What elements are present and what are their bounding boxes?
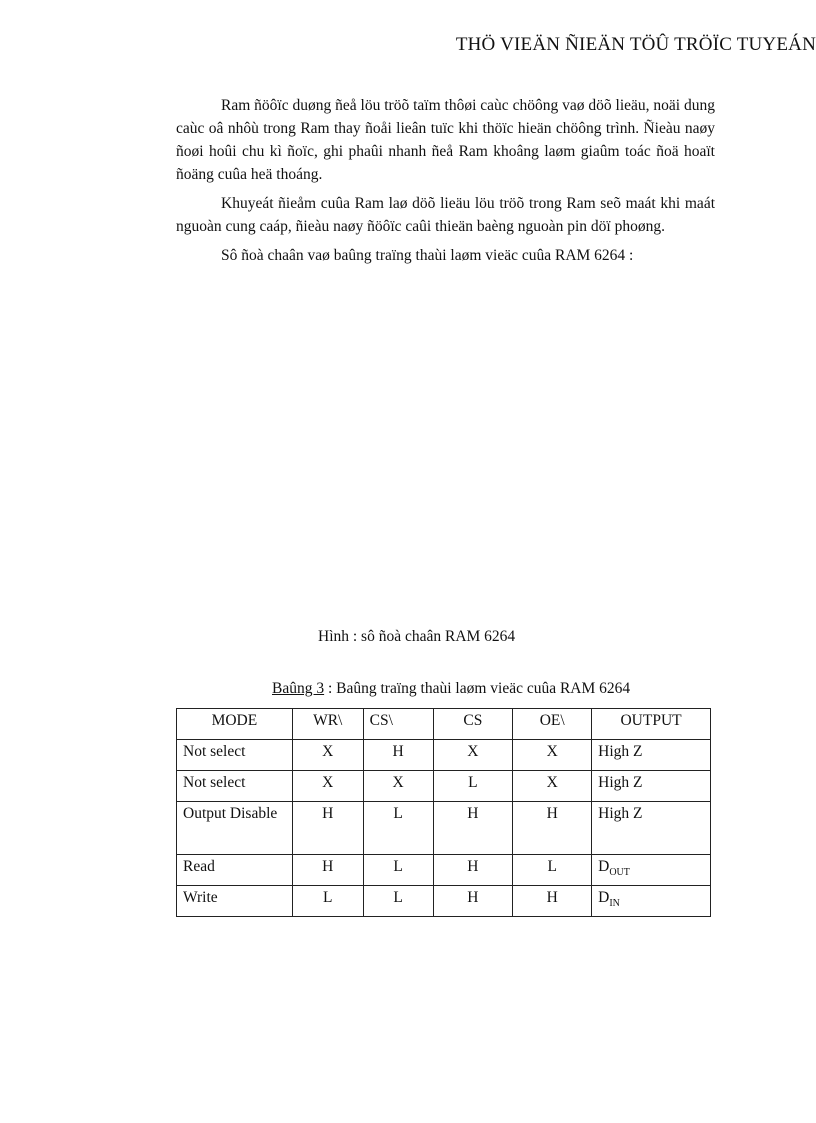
table-cell: L (363, 855, 433, 886)
table-cell: X (292, 740, 363, 771)
table-cell: Read (177, 855, 293, 886)
table-cell: L (433, 771, 513, 802)
table-cell: High Z (592, 771, 711, 802)
table-cell (592, 855, 711, 886)
output-symbol: D (598, 889, 610, 906)
table-cell: Not select (177, 771, 293, 802)
output-symbol: D (598, 858, 610, 875)
page-header: THÖ VIEÄN ÑIEÄN TÖÛ TRÖÏC TUYEÁN (455, 34, 816, 55)
table-row (177, 771, 711, 802)
table-cell: H (292, 855, 363, 886)
table-cell: H (433, 886, 513, 917)
table-header-row (177, 709, 711, 740)
table-cell: L (292, 886, 363, 917)
table-row (177, 886, 711, 917)
header-cell: CS\ (363, 709, 433, 740)
header-cell: MODE (177, 709, 293, 740)
ram-state-table (176, 708, 711, 917)
figure-caption-text: Hình : sô ñoà chaân RAM 6264 (318, 628, 516, 645)
paragraph: Sô ñoà chaân vaø baûng traïng thaùi laøm vieäc cuûa RAM 6264 : (221, 247, 634, 264)
table-cell: H (513, 802, 592, 855)
paragraph: Khuyeát ñieåm cuûa Ram laø döõ lieäu löu tröõ trong Ram seõ maát khi maát nguoàn cung caáp, ñieàu naøy ñöôïc caûi thieän baèng nguoàn pin döï phoøng. (176, 195, 715, 235)
table-cell: L (363, 802, 433, 855)
output-subscript: OUT (609, 867, 630, 879)
table-cell: L (513, 855, 592, 886)
table-cell: High Z (592, 740, 711, 771)
table-row (177, 802, 711, 855)
table-cell: H (513, 886, 592, 917)
output-subscript: IN (609, 898, 620, 910)
table-cell: H (363, 740, 433, 771)
header-cell: WR\ (292, 709, 363, 740)
table-cell: Not select (177, 740, 293, 771)
header-cell: CS (433, 709, 513, 740)
table-cell: H (433, 855, 513, 886)
table-cell: L (363, 886, 433, 917)
table-row (177, 740, 711, 771)
table-cell: X (513, 771, 592, 802)
table-cell: High Z (592, 802, 711, 855)
table-cell: Write (177, 886, 293, 917)
table-cell: X (433, 740, 513, 771)
table-cell: X (513, 740, 592, 771)
body-text (176, 94, 715, 273)
table-cell (592, 886, 711, 917)
table-cell: X (292, 771, 363, 802)
header-cell: OUTPUT (592, 709, 711, 740)
table-cell: H (292, 802, 363, 855)
table-number: Baûng 3 (272, 680, 325, 697)
header-cell: OE\ (513, 709, 592, 740)
table-cell: H (433, 802, 513, 855)
table-cell: Output Disable (177, 802, 293, 855)
paragraph: Ram ñöôïc duøng ñeå löu tröõ taïm thôøi caùc chöông vaø döõ lieäu, noäi dung caùc oâ nhôù trong Ram thay ñoåi lieân tuïc khi thöïc hieän chöông trình. Ñieàu naøy ñoøi hoûi chu kì ñoïc, ghi phaûi nhanh ñeå Ram khoâng laøm giaûm toác ñoä hoaït ñoäng cuûa heä thoáng. (176, 97, 715, 183)
table-title-text: : Baûng traïng thaùi laøm vieäc cuûa RAM 6264 (324, 680, 631, 697)
table-cell: X (363, 771, 433, 802)
table-row (177, 855, 711, 886)
table-title (272, 680, 630, 698)
